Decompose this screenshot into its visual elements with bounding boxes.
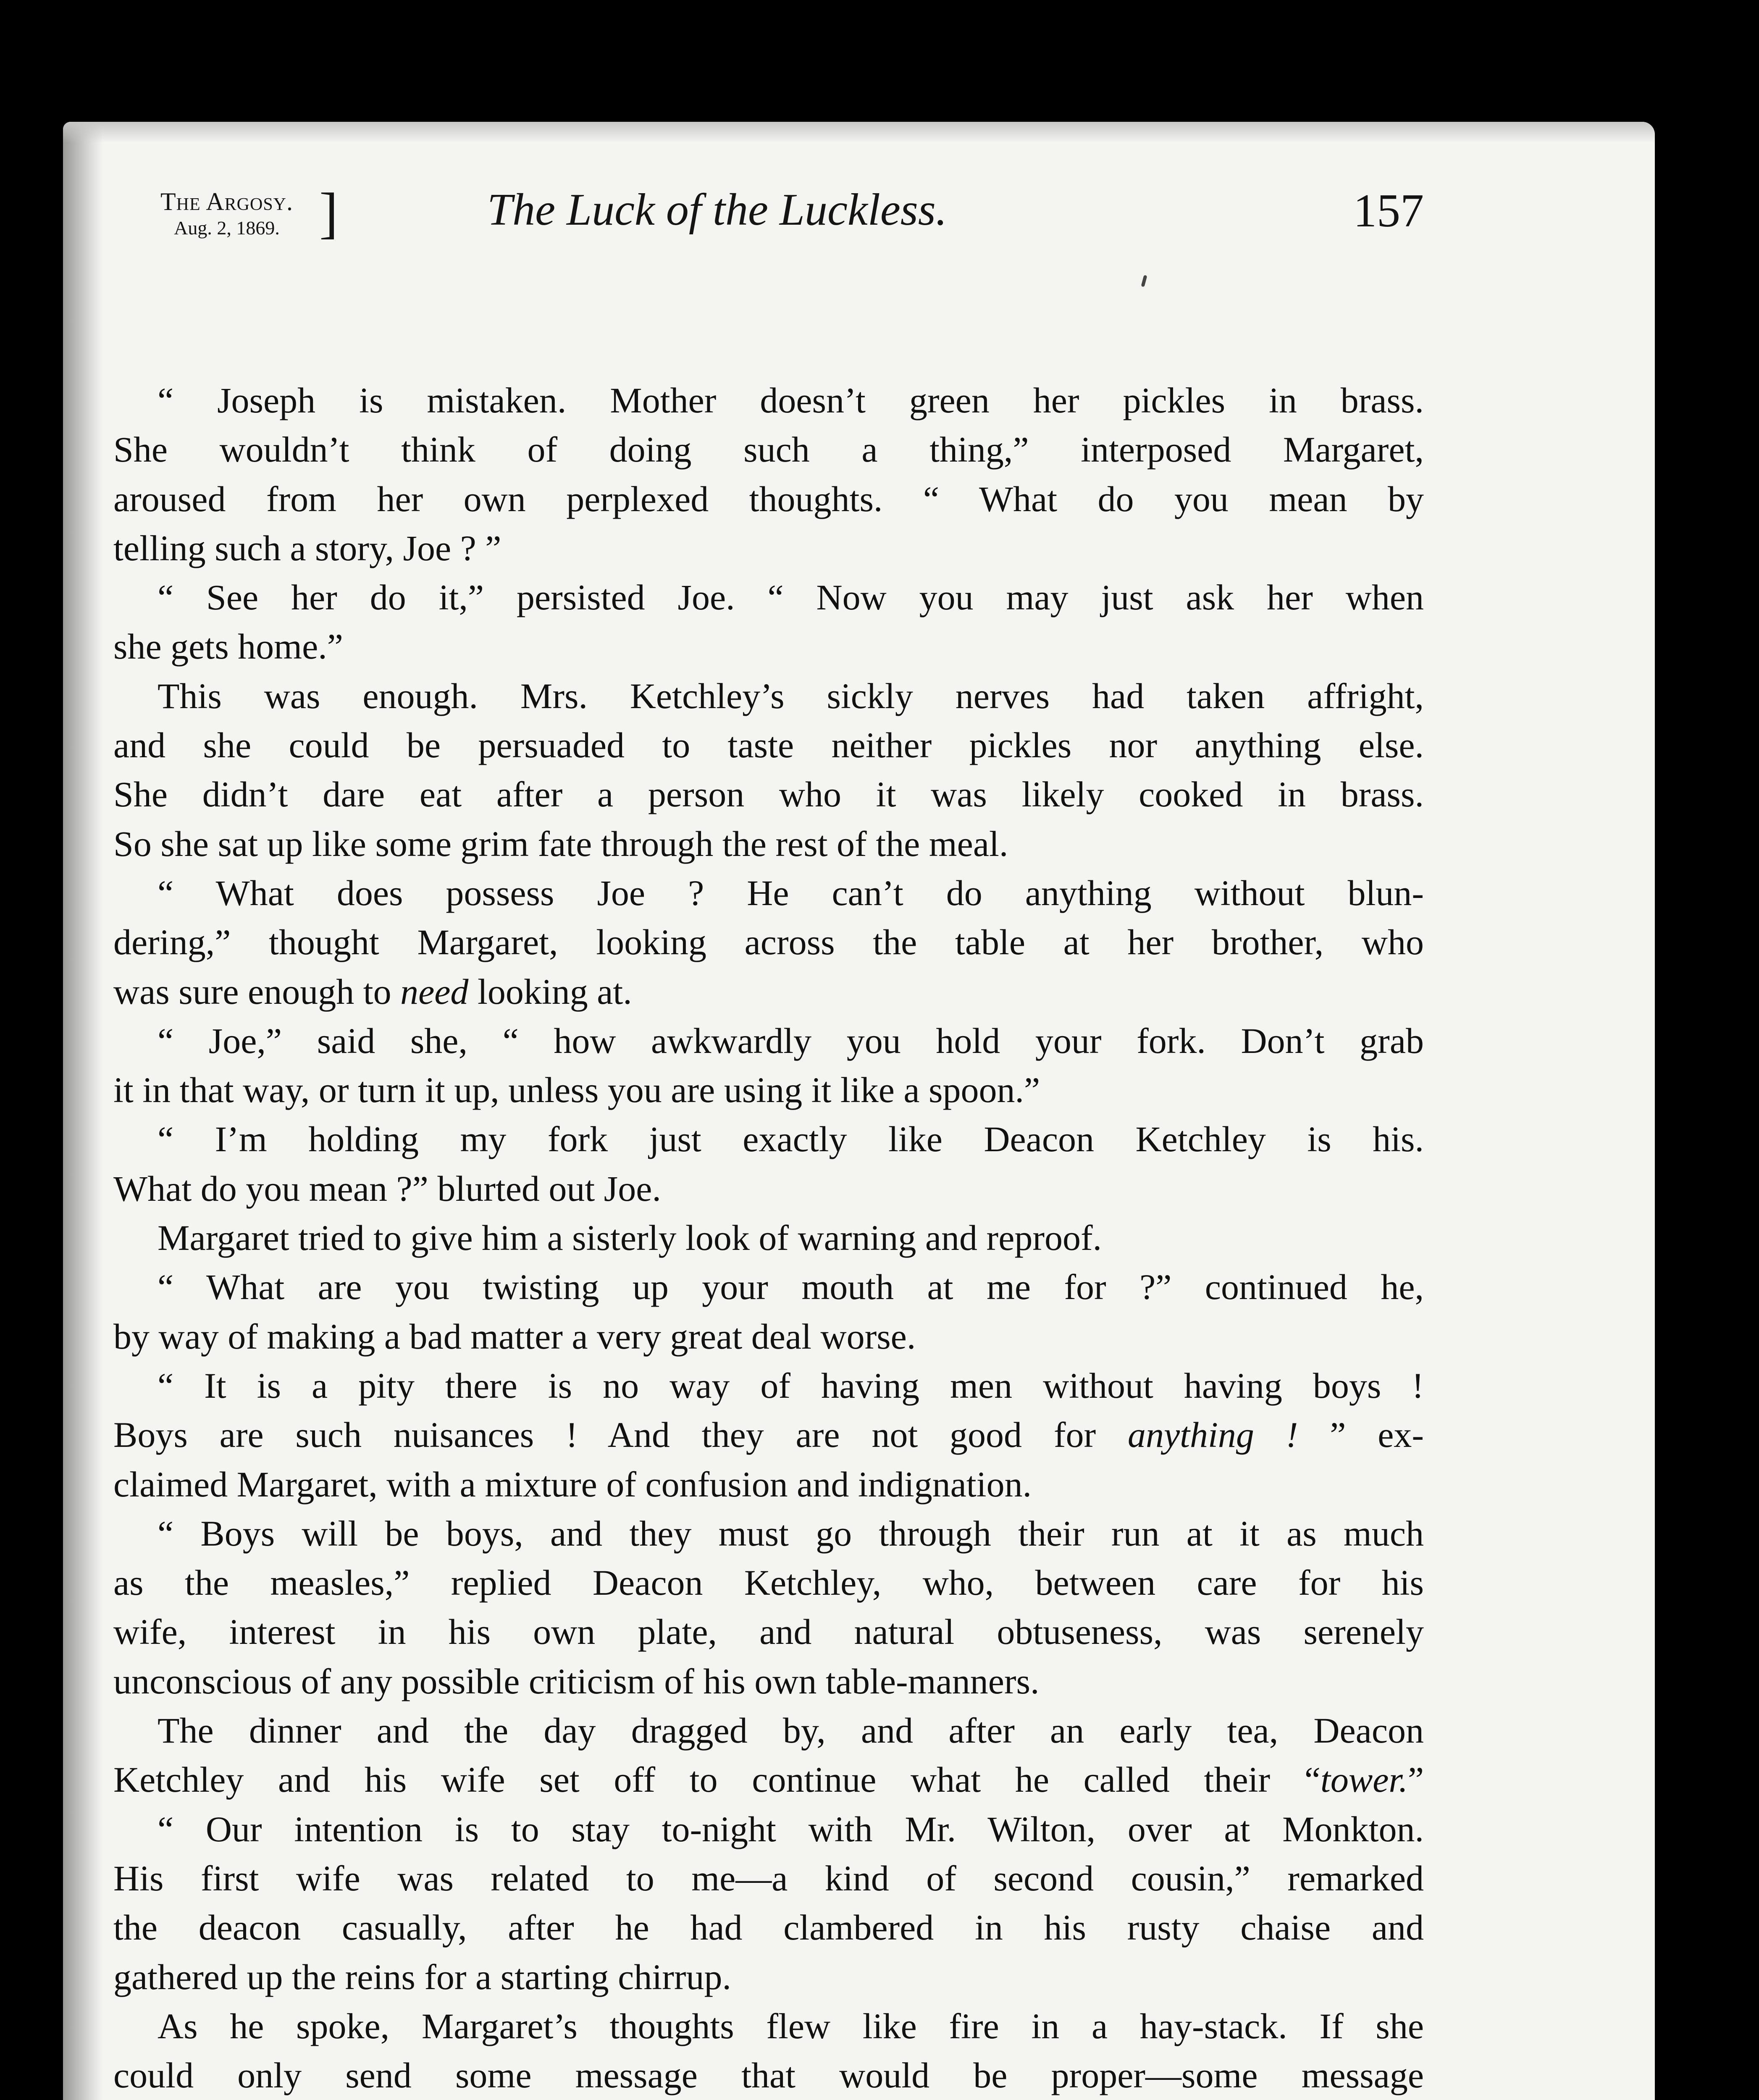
text-line: “ See her do it,” persisted Joe. “ Now you may just ask her when [158, 577, 1424, 618]
journal-citation [139, 189, 315, 238]
text-line: She wouldn’t think of doing such a thing,” interposed Margaret, [113, 429, 1424, 470]
text-line: Ketchley and his wife set off to continue what he called their “tower.” [113, 1759, 1424, 1800]
running-head [139, 181, 1424, 265]
text-line: wife, interest in his own plate, and natural obtuseness, was serenely [113, 1612, 1424, 1652]
text-line: Boys are such nuisances ! And they are not good for anything ! ” ex- [113, 1415, 1424, 1455]
text-line: The dinner and the day dragged by, and after an early tea, Deacon [158, 1710, 1424, 1751]
text-line: dering,” thought Margaret, looking across the table at her brother, who [113, 922, 1424, 963]
citation-bracket: ] [319, 182, 338, 244]
journal-name: The Argosy. [160, 188, 294, 215]
journal-date: Aug. 2, 1869. [174, 217, 280, 239]
text-line: “ What does possess Joe ? He can’t do anything without blun- [158, 872, 1424, 913]
text-line: “ Joe,” said she, “ how awkwardly you hold your fork. Don’t grab [158, 1020, 1424, 1061]
text-line: “ Joseph is mistaken. Mother doesn’t green her pickles in brass. [158, 380, 1424, 420]
text-line: as the measles,” replied Deacon Ketchley, who, between care for his [113, 1562, 1424, 1603]
text-line: Margaret tried to give him a sisterly look of warning and reproof. [158, 1218, 1102, 1258]
text-line: and she could be persuaded to taste neither pickles nor anything else. [113, 725, 1424, 766]
text-line: claimed Margaret, with a mixture of confusion and indignation. [113, 1464, 1032, 1504]
text-line: the deacon casually, after he had clambered in his rusty chaise and [113, 1907, 1424, 1948]
text-line: could only send some message that would be proper—some message [113, 2055, 1424, 2096]
text-line: unconscious of any possible criticism of his own table-manners. [113, 1661, 1040, 1701]
text-line: She didn’t dare eat after a person who it was likely cooked in brass. [113, 774, 1424, 815]
text-line: “ Boys will be boys, and they must go through their run at it as much [158, 1513, 1424, 1554]
text-line: gathered up the reins for a starting chirrup. [113, 1956, 732, 1997]
body-text [113, 376, 1424, 2100]
text-line: His first wife was related to me—a kind of second cousin,” remarked [113, 1858, 1424, 1898]
text-line: aroused from her own perplexed thoughts. “ What do you mean by [113, 478, 1424, 519]
text-line: she gets home.” [113, 626, 343, 667]
binding-shadow [63, 122, 103, 2100]
text-line: What do you mean ?” blurted out Joe. [113, 1168, 661, 1209]
text-line: “ I’m holding my fork just exactly like Deacon Ketchley is his. [158, 1119, 1424, 1160]
text-line: it in that way, or turn it up, unless you are using it like a spoon.” [113, 1070, 1040, 1110]
text-line: So she sat up like some grim fate through the rest of the meal. [113, 823, 1008, 864]
page-number: 157 [1353, 185, 1424, 237]
text-line: “ Our intention is to stay to-night with Mr. Wilton, over at Monkton. [158, 1809, 1424, 1849]
text-line: “ It is a pity there is no way of having men without having boys ! [158, 1365, 1424, 1406]
text-line: As he spoke, Margaret’s thoughts flew like fire in a hay-stack. If she [158, 2006, 1424, 2046]
text-line: “ What are you twisting up your mouth at me for ?” continued he, [158, 1267, 1424, 1307]
text-line: telling such a story, Joe ? ” [113, 528, 501, 568]
text-line: This was enough. Mrs. Ketchley’s sickly nerves had taken affright, [158, 675, 1424, 716]
running-title: The Luck of the Luckless. [487, 185, 947, 235]
text-line: was sure enough to need looking at. [113, 971, 632, 1012]
text-line: by way of making a bad matter a very great deal worse. [113, 1316, 916, 1357]
page-top-shadow [63, 122, 1655, 143]
